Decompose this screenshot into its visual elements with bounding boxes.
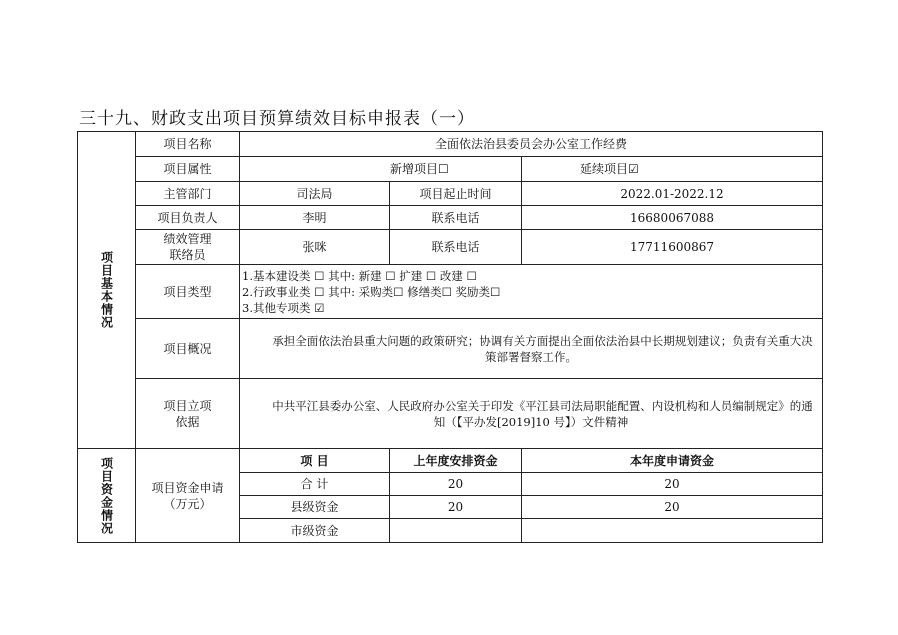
attr-new-cell — [240, 157, 522, 182]
basis-text: 中共平江县委办公室、人民政府办公室关于印发《平江县司法局职能配置、内设机构和人员编制规定》的通知（【平办发[2019]10 号】）文件精神 — [240, 379, 823, 449]
funds-item: 市级资金 — [240, 519, 390, 543]
type-option-special[interactable]: 3.其他专项类 ☑ — [242, 300, 325, 315]
basis-label — [136, 379, 240, 449]
budget-form-table — [77, 131, 823, 543]
attr-cont-checkbox[interactable]: ☑ — [628, 162, 639, 176]
contact-label-line1: 绩效管理 — [163, 232, 212, 246]
section-funds-label: 项目资金情况 — [78, 449, 136, 543]
project-name-value: 全面依法治县委员会办公室工作经费 — [240, 132, 823, 157]
contact-label — [136, 230, 240, 265]
contact-phone-value: 17711600867 — [522, 230, 823, 265]
contact-value: 张咪 — [240, 230, 390, 265]
row-type — [78, 265, 823, 319]
attr-cont-label: 延续项目 — [580, 162, 629, 176]
leader-phone-value: 16680067088 — [522, 206, 823, 230]
row-dept — [78, 182, 823, 206]
leader-label: 项目负责人 — [136, 206, 240, 230]
attr-cont-cell — [522, 157, 823, 182]
funds-item: 合 计 — [240, 473, 390, 496]
project-attr-label: 项目属性 — [136, 157, 240, 182]
attr-new-checkbox[interactable]: ☐ — [438, 162, 449, 176]
section-basic-label: 项目基本情况 — [78, 132, 136, 449]
funds-this: 20 — [522, 473, 823, 496]
type-option-construction[interactable]: 1.基本建设类 ☐ 其中: 新建 ☐ 扩建 ☐ 改建 ☐ — [242, 268, 477, 283]
row-contact — [78, 230, 823, 265]
type-options — [240, 265, 823, 319]
attr-new-label: 新增项目 — [390, 162, 439, 176]
page-title: 三十九、财政支出项目预算绩效目标申报表（一） — [79, 109, 475, 129]
leader-value: 李明 — [240, 206, 390, 230]
funds-apply-label: 项目资金申请（万元） — [136, 449, 240, 543]
dept-value: 司法局 — [240, 182, 390, 206]
type-label: 项目类型 — [136, 265, 240, 319]
row-leader — [78, 206, 823, 230]
funds-last: 20 — [390, 473, 522, 496]
row-overview — [78, 319, 823, 379]
basis-label-line1: 项目立项 — [163, 398, 212, 413]
period-label: 项目起止时间 — [390, 182, 522, 206]
contact-phone-label: 联系电话 — [390, 230, 522, 265]
period-value: 2022.01-2022.12 — [522, 182, 823, 206]
row-project-attr — [78, 157, 823, 182]
row-project-name — [78, 132, 823, 157]
col-header-this-year: 本年度申请资金 — [522, 449, 823, 473]
funds-this — [522, 519, 823, 543]
leader-phone-label: 联系电话 — [390, 206, 522, 230]
funds-item: 县级资金 — [240, 496, 390, 519]
dept-label: 主管部门 — [136, 182, 240, 206]
overview-label: 项目概况 — [136, 319, 240, 379]
overview-text: 承担全面依法治县重大问题的政策研究；协调有关方面提出全面依法治县中长期规划建议；负责有关重大决策部署督察工作。 — [240, 319, 823, 379]
row-basis — [78, 379, 823, 449]
row-funds-header — [78, 449, 823, 473]
col-header-last-year: 上年度安排资金 — [390, 449, 522, 473]
basis-label-line2: 依据 — [175, 414, 200, 429]
project-name-label: 项目名称 — [136, 132, 240, 157]
funds-last — [390, 519, 522, 543]
funds-this: 20 — [522, 496, 823, 519]
funds-last: 20 — [390, 496, 522, 519]
contact-label-line2: 联络员 — [169, 248, 206, 262]
type-option-admin[interactable]: 2.行政事业类 ☐ 其中: 采购类☐ 修缮类☐ 奖励类☐ — [242, 284, 501, 299]
col-header-item: 项 目 — [240, 449, 390, 473]
